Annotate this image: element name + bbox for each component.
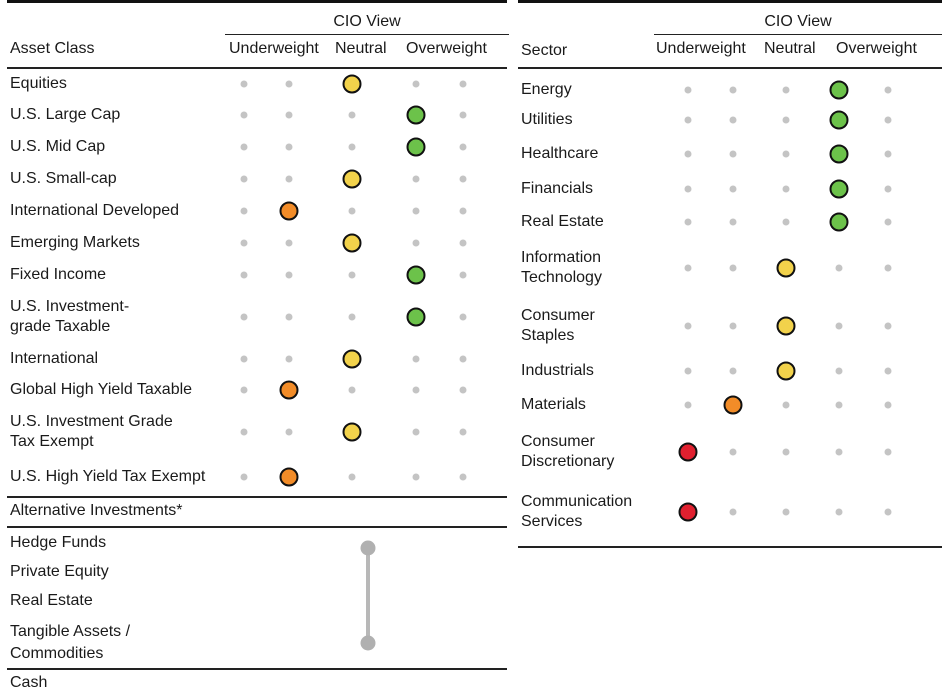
scale-dot (885, 509, 892, 516)
row-label: U.S. High Yield Tax Exempt (10, 468, 206, 485)
scale-dot (413, 474, 420, 481)
bottom-rule (518, 546, 942, 548)
table-row (7, 163, 507, 195)
rating-marker (679, 443, 698, 462)
table-row (7, 374, 507, 406)
scale-dot (730, 449, 737, 456)
alternative-investments-label: Alternative Investments* (10, 502, 183, 519)
row-label: Materials (521, 396, 586, 413)
rating-marker (830, 145, 849, 164)
table-row (7, 99, 507, 131)
row-label: Equities (10, 74, 67, 92)
scale-dot (241, 429, 248, 436)
scale-dot (413, 80, 420, 87)
scale-dot (836, 509, 843, 516)
neutral-header: Neutral (335, 40, 387, 57)
scale-dot (685, 219, 692, 226)
scale-dot (241, 80, 248, 87)
scale-dot (460, 176, 467, 183)
table-row (518, 354, 942, 388)
scale-dot (241, 176, 248, 183)
scale-dot (836, 323, 843, 330)
rating-marker (724, 396, 743, 415)
scale-dot (413, 176, 420, 183)
table-row (518, 482, 942, 542)
scale-dot (730, 117, 737, 124)
table-row (7, 343, 507, 374)
rating-marker (830, 111, 849, 130)
scale-dot (885, 323, 892, 330)
scale-dot (460, 429, 467, 436)
scale-dot (836, 265, 843, 272)
scale-dot (460, 387, 467, 394)
top-rule (7, 0, 507, 3)
scale-dot (460, 144, 467, 151)
table-row (7, 68, 507, 99)
scale-dot (836, 449, 843, 456)
row-label: U.S. Mid Cap (10, 138, 106, 155)
row-label: U.S. Small-cap (10, 170, 117, 187)
top-rule (518, 0, 942, 3)
scale-dot (460, 80, 467, 87)
scale-dot (783, 117, 790, 124)
scale-dot (286, 112, 293, 119)
row-label: Consumer Discretionary (521, 433, 615, 470)
row-label: Consumer Staples (521, 307, 595, 344)
rating-marker (830, 81, 849, 100)
scale-dot (241, 240, 248, 247)
scale-dot (413, 355, 420, 362)
scale-dot (286, 144, 293, 151)
scale-dot (730, 368, 737, 375)
row-label: Energy (521, 81, 572, 98)
scale-dot (241, 355, 248, 362)
scale-dot (241, 387, 248, 394)
scale-dot (241, 272, 248, 279)
scale-dot (460, 355, 467, 362)
scale-dot (286, 355, 293, 362)
scale-dot (885, 87, 892, 94)
row-label: International Developed (10, 202, 180, 219)
alt-item-tangible-assets: Tangible Assets / Commodities (10, 623, 131, 662)
scale-dot (783, 87, 790, 94)
rating-marker (777, 259, 796, 278)
scale-dot (685, 368, 692, 375)
row-label: Global High Yield Taxable (10, 381, 193, 398)
scale-dot (885, 151, 892, 158)
row-label: Financials (521, 180, 594, 197)
underweight-header: Underweight (656, 40, 746, 57)
row-label: Healthcare (521, 145, 599, 162)
scale-dot (685, 265, 692, 272)
sector-header: Sector (521, 42, 568, 59)
table-row (7, 458, 507, 496)
table-row (7, 291, 507, 343)
cash-label: Cash (10, 674, 48, 691)
rating-marker (343, 74, 362, 93)
row-label: Information Technology (521, 249, 602, 286)
neutral-header: Neutral (764, 40, 816, 57)
scale-dot (730, 323, 737, 330)
scale-dot (885, 219, 892, 226)
scale-dot (885, 186, 892, 193)
scale-dot (730, 87, 737, 94)
overweight-header: Overweight (836, 40, 917, 57)
scale-dot (349, 387, 356, 394)
rating-marker (280, 468, 299, 487)
table-row (518, 206, 942, 238)
scale-dot (241, 314, 248, 321)
table-row (518, 172, 942, 206)
cio-view-header: CIO View (654, 12, 942, 35)
scale-dot (349, 474, 356, 481)
rating-marker (830, 180, 849, 199)
scale-dot (286, 314, 293, 321)
asset-class-header: Asset Class (10, 40, 95, 57)
scale-dot (885, 402, 892, 409)
scale-dot (885, 449, 892, 456)
rating-marker (407, 138, 426, 157)
rating-marker (343, 423, 362, 442)
scale-dot (460, 240, 467, 247)
scale-dot (413, 429, 420, 436)
alternatives-range-bottom-marker (361, 636, 376, 651)
table-row (518, 136, 942, 172)
alternatives-range-line (366, 548, 370, 642)
rating-marker (777, 362, 796, 381)
table-row (518, 422, 942, 482)
table-row (7, 259, 507, 291)
scale-dot (783, 151, 790, 158)
scale-dot (286, 80, 293, 87)
rating-marker (343, 349, 362, 368)
alt-item-hedge-funds: Hedge Funds (10, 534, 107, 551)
rating-marker (777, 317, 796, 336)
overweight-header: Overweight (406, 40, 487, 57)
scale-dot (783, 449, 790, 456)
scale-dot (460, 272, 467, 279)
rating-marker (407, 106, 426, 125)
scale-dot (685, 323, 692, 330)
alt-rule-bottom (7, 526, 507, 528)
cio-view-header: CIO View (225, 12, 509, 35)
rating-marker (830, 213, 849, 232)
scale-dot (286, 240, 293, 247)
scale-dot (349, 208, 356, 215)
scale-dot (349, 314, 356, 321)
table-row (518, 104, 942, 136)
rating-marker (679, 503, 698, 522)
underweight-header: Underweight (229, 40, 319, 57)
scale-dot (885, 265, 892, 272)
rating-marker (280, 381, 299, 400)
scale-dot (349, 272, 356, 279)
scale-dot (730, 265, 737, 272)
scale-dot (413, 240, 420, 247)
scale-dot (460, 208, 467, 215)
scale-dot (783, 219, 790, 226)
scale-dot (783, 186, 790, 193)
scale-dot (730, 219, 737, 226)
table-row (518, 72, 942, 108)
scale-dot (685, 117, 692, 124)
scale-dot (685, 186, 692, 193)
scale-dot (241, 112, 248, 119)
scale-dot (836, 402, 843, 409)
row-label: Fixed Income (10, 266, 107, 283)
rating-marker (343, 234, 362, 253)
alt-item-private-equity: Private Equity (10, 563, 109, 580)
alt-rule-top (7, 496, 507, 498)
scale-dot (241, 474, 248, 481)
scale-dot (885, 117, 892, 124)
scale-dot (685, 87, 692, 94)
table-row (7, 227, 507, 259)
scale-dot (286, 429, 293, 436)
scale-dot (286, 176, 293, 183)
scale-dot (413, 387, 420, 394)
scale-dot (460, 112, 467, 119)
alt-item-real-estate: Real Estate (10, 592, 93, 609)
rating-marker (343, 170, 362, 189)
scale-dot (685, 402, 692, 409)
rating-marker (280, 202, 299, 221)
row-label: Emerging Markets (10, 234, 140, 251)
row-label: Real Estate (521, 213, 604, 230)
scale-dot (349, 144, 356, 151)
scale-dot (286, 272, 293, 279)
scale-dot (460, 474, 467, 481)
table-row (518, 298, 942, 354)
row-label: U.S. Investment Grade Tax Exempt (10, 413, 173, 450)
table-row (7, 195, 507, 227)
scale-dot (730, 186, 737, 193)
table-row (518, 388, 942, 422)
rating-marker (407, 266, 426, 285)
table-row (518, 238, 942, 298)
scale-dot (783, 402, 790, 409)
header-rule (518, 67, 942, 69)
scale-dot (783, 509, 790, 516)
table-row (7, 406, 507, 458)
scale-dot (241, 208, 248, 215)
scale-dot (413, 208, 420, 215)
row-label: U.S. Investment- grade Taxable (10, 298, 130, 335)
scale-dot (349, 112, 356, 119)
row-label: U.S. Large Cap (10, 106, 121, 123)
cash-rule (7, 668, 507, 670)
row-label: Industrials (521, 362, 594, 379)
scale-dot (730, 151, 737, 158)
row-label: Communication Services (521, 493, 633, 530)
table-row (7, 131, 507, 163)
scale-dot (241, 144, 248, 151)
scale-dot (836, 368, 843, 375)
scale-dot (685, 151, 692, 158)
alternatives-range-top-marker (361, 541, 376, 556)
scale-dot (730, 509, 737, 516)
row-label: International (10, 349, 99, 367)
rating-marker (407, 308, 426, 327)
scale-dot (885, 368, 892, 375)
scale-dot (460, 314, 467, 321)
row-label: Utilities (521, 111, 573, 128)
